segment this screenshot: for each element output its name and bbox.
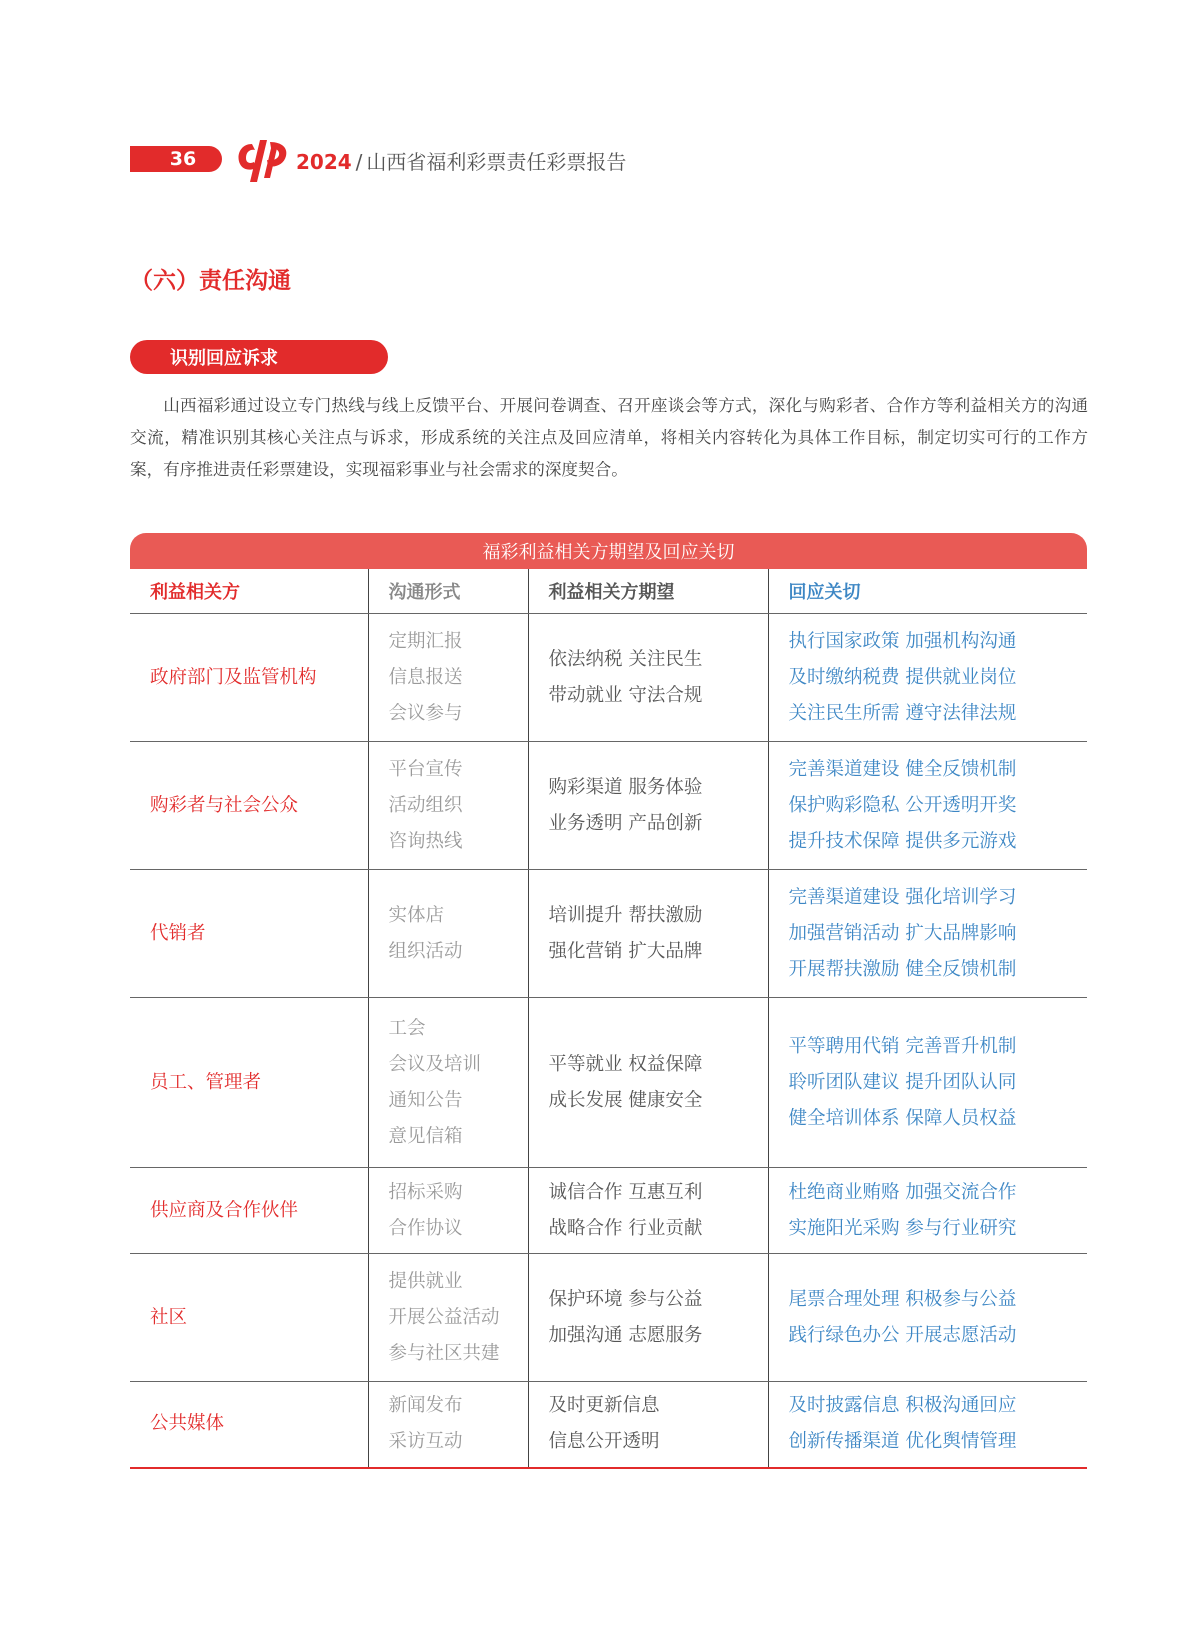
stakeholder-cell: [130, 742, 368, 870]
response-item: 关注民生所需 遵守法律法规: [788, 702, 1017, 724]
expectation-item: 及时更新信息: [548, 1395, 660, 1417]
response-item: 执行国家政策 加强机构沟通: [788, 630, 1017, 652]
response-item: 实施阳光采购 参与行业研究: [788, 1217, 1017, 1239]
table-row: [130, 1168, 1087, 1254]
form-item: 参与社区共建: [388, 1342, 500, 1364]
form-item: 招标采购: [388, 1181, 463, 1203]
responses-cell: [768, 1254, 1087, 1382]
intro-paragraph: 山西福彩通过设立专门热线与线上反馈平台、开展问卷调查、召开座谈会等方式，深化与购彩者、合作方等利益相关方的沟通交流，精准识别其核心关注点与诉求，形成系统的关注点及回应清单，将相关内容转化为具体工作目标，制定切实可行的工作方案，有序推进责任彩票建设，实现福彩事业与社会需求的深度契合。: [130, 396, 1088, 479]
form-item: 实体店: [388, 904, 445, 926]
form-item: 采访互动: [388, 1431, 463, 1453]
expectation-item: 诚信合作 互惠互利: [548, 1181, 703, 1203]
forms-cell: [368, 742, 528, 870]
response-item: 提升技术保障 提供多元游戏: [788, 830, 1017, 852]
expectations-cell: [528, 1168, 768, 1254]
stakeholder-name: 代销者: [150, 922, 206, 944]
stakeholder-cell: [130, 1382, 368, 1468]
form-item: 信息报送: [388, 666, 463, 688]
forms-cell: [368, 614, 528, 742]
expectations-cell: [528, 614, 768, 742]
expectation-item: 带动就业 守法合规: [548, 684, 703, 706]
form-item: 开展公益活动: [388, 1306, 500, 1328]
expectations-cell: [528, 870, 768, 998]
form-item: 通知公告: [388, 1089, 463, 1111]
header-stakeholder: 利益相关方: [130, 569, 368, 614]
report-title: [296, 146, 626, 175]
table-caption: 福彩利益相关方期望及回应关切: [130, 533, 1087, 569]
responses-cell: [768, 998, 1087, 1168]
response-item: 杜绝商业贿赂 加强交流合作: [788, 1181, 1017, 1203]
table-row: [130, 742, 1087, 870]
table-row: [130, 614, 1087, 742]
stakeholder-name: 供应商及合作伙伴: [150, 1199, 299, 1221]
response-item: 加强营销活动 扩大品牌影响: [788, 922, 1017, 944]
table-row: [130, 1254, 1087, 1382]
form-item: 合作协议: [388, 1217, 463, 1239]
welfare-lottery-logo-icon: [234, 138, 292, 182]
response-item: 及时缴纳税费 提供就业岗位: [788, 666, 1017, 688]
stakeholder-cell: [130, 870, 368, 998]
responses-cell: [768, 870, 1087, 998]
stakeholder-cell: [130, 614, 368, 742]
expectation-item: 业务透明 产品创新: [548, 812, 703, 834]
expectation-item: 平等就业 权益保障: [548, 1053, 703, 1075]
response-item: 践行绿色办公 开展志愿活动: [788, 1324, 1017, 1346]
table-row: [130, 1382, 1087, 1468]
expectations-cell: [528, 1382, 768, 1468]
stakeholder-name: 社区: [150, 1306, 188, 1328]
expectations-cell: [528, 742, 768, 870]
stakeholder-name: 购彩者与社会公众: [150, 794, 299, 816]
header-expectations: 利益相关方期望: [528, 569, 768, 614]
expectation-item: 加强沟通 志愿服务: [548, 1324, 703, 1346]
response-item: 聆听团队建议 提升团队认同: [788, 1071, 1017, 1093]
response-item: 开展帮扶激励 健全反馈机制: [788, 958, 1017, 980]
stakeholder-cell: [130, 998, 368, 1168]
report-name: 山西省福利彩票责任彩票报告: [366, 150, 627, 174]
header-forms: 沟通形式: [368, 569, 528, 614]
forms-cell: [368, 1168, 528, 1254]
page-number: 36: [130, 146, 222, 172]
expectation-item: 购彩渠道 服务体验: [548, 776, 703, 798]
form-item: 活动组织: [388, 794, 463, 816]
response-item: 保护购彩隐私 公开透明开奖: [788, 794, 1017, 816]
stakeholder-name: 政府部门及监管机构: [150, 666, 317, 688]
stakeholder-cell: [130, 1254, 368, 1382]
expectation-item: 战略合作 行业贡献: [548, 1217, 703, 1239]
form-item: 工会: [388, 1017, 426, 1039]
response-item: 完善渠道建设 强化培训学习: [788, 886, 1017, 908]
forms-cell: [368, 998, 528, 1168]
form-item: 定期汇报: [388, 630, 463, 652]
forms-cell: [368, 1254, 528, 1382]
table-row: [130, 998, 1087, 1168]
response-item: 完善渠道建设 健全反馈机制: [788, 758, 1017, 780]
stakeholder-grid: [130, 569, 1087, 1469]
stakeholder-name: 员工、管理者: [150, 1071, 262, 1093]
expectation-item: 成长发展 健康安全: [548, 1089, 703, 1111]
responses-cell: [768, 1168, 1087, 1254]
response-item: 平等聘用代销 完善晋升机制: [788, 1035, 1017, 1057]
header-responses: 回应关切: [768, 569, 1087, 614]
form-item: 咨询热线: [388, 830, 463, 852]
section-title: （六）责任沟通: [130, 268, 291, 294]
response-item: 及时披露信息 积极沟通回应: [788, 1395, 1017, 1417]
table-row: [130, 870, 1087, 998]
form-item: 平台宣传: [388, 758, 463, 780]
responses-cell: [768, 742, 1087, 870]
form-item: 新闻发布: [388, 1395, 463, 1417]
expectation-item: 信息公开透明: [548, 1431, 660, 1453]
expectations-cell: [528, 1254, 768, 1382]
response-item: 创新传播渠道 优化舆情管理: [788, 1431, 1017, 1453]
subsection-pill: 识别回应诉求: [130, 340, 388, 374]
stakeholder-cell: [130, 1168, 368, 1254]
stakeholder-name: 公共媒体: [150, 1413, 225, 1435]
form-item: 组织活动: [388, 940, 463, 962]
form-item: 提供就业: [388, 1270, 463, 1292]
table-header-row: [130, 569, 1087, 614]
title-separator: /: [355, 150, 363, 174]
expectation-item: 强化营销 扩大品牌: [548, 940, 703, 962]
form-item: 会议及培训: [388, 1053, 482, 1075]
response-item: 尾票合理处理 积极参与公益: [788, 1288, 1017, 1310]
expectation-item: 保护环境 参与公益: [548, 1288, 703, 1310]
expectation-item: 培训提升 帮扶激励: [548, 904, 703, 926]
report-year: 2024: [296, 150, 352, 174]
forms-cell: [368, 1382, 528, 1468]
form-item: 意见信箱: [388, 1125, 463, 1147]
form-item: 会议参与: [388, 702, 463, 724]
stakeholder-table: [130, 533, 1087, 1469]
responses-cell: [768, 614, 1087, 742]
response-item: 健全培训体系 保障人员权益: [788, 1107, 1017, 1129]
expectations-cell: [528, 998, 768, 1168]
forms-cell: [368, 870, 528, 998]
expectation-item: 依法纳税 关注民生: [548, 648, 703, 670]
page-header: [130, 138, 830, 178]
responses-cell: [768, 1382, 1087, 1468]
